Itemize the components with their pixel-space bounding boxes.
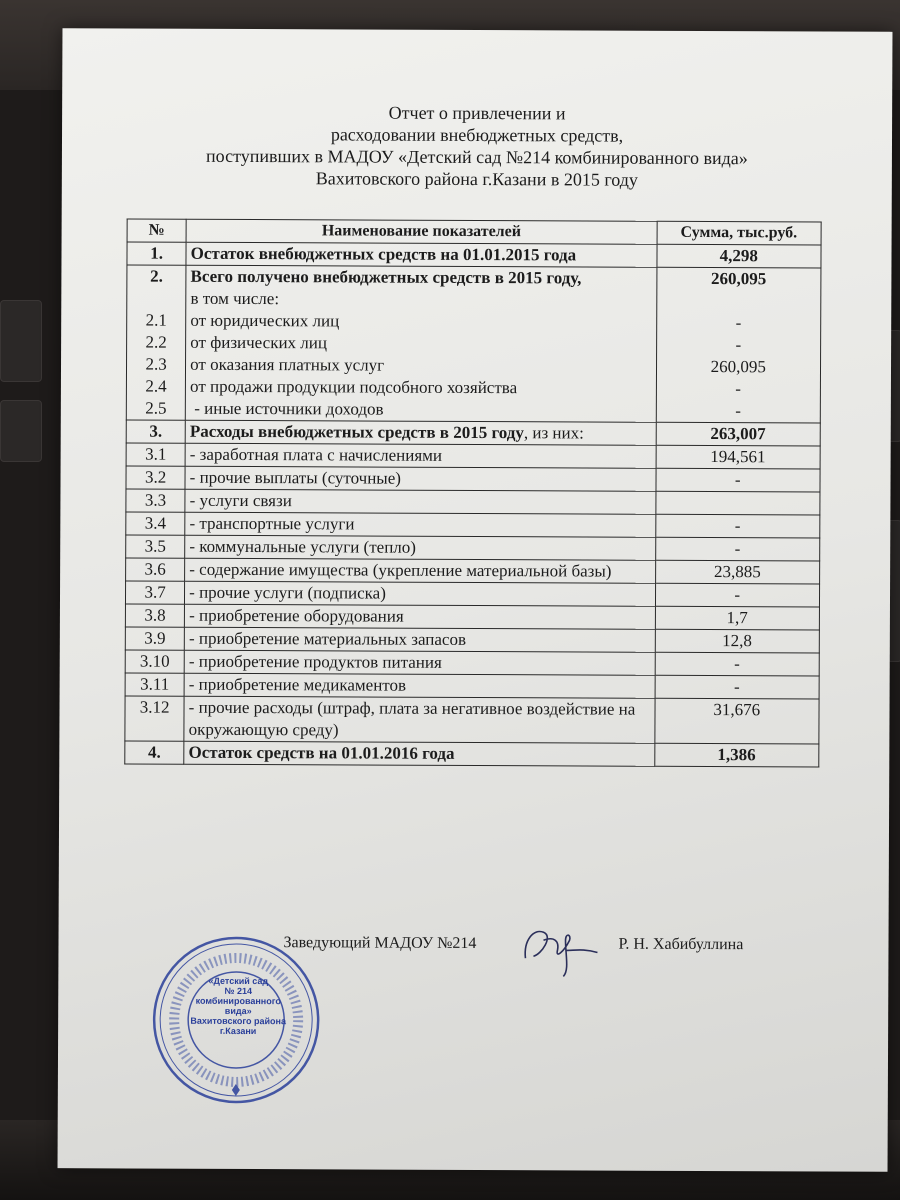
row-num: 4. bbox=[125, 741, 184, 764]
row-name: от оказания платных услуг bbox=[190, 354, 385, 375]
row-name: - прочие выплаты (суточные) bbox=[185, 466, 655, 491]
spacer bbox=[661, 290, 817, 313]
header-num: № bbox=[127, 219, 186, 242]
row-sum: 260,095 bbox=[710, 357, 766, 377]
keyboard-key bbox=[0, 300, 42, 382]
row-name: , из них: bbox=[523, 423, 584, 443]
row-name: Всего получено внебюджетных средств в 2015 году, bbox=[190, 266, 582, 288]
keyboard-key bbox=[0, 400, 42, 462]
signature-name: Р. Н. Хабибуллина bbox=[618, 935, 744, 954]
row-name-group bbox=[185, 265, 656, 422]
row-num: 3.6 bbox=[126, 558, 185, 581]
row-name: - заработная плата с начислениями bbox=[185, 443, 655, 468]
row-sum: 263,007 bbox=[656, 422, 821, 446]
row-sum: - bbox=[655, 583, 820, 607]
table-row bbox=[126, 489, 820, 515]
row-num: 3.11 bbox=[125, 673, 184, 696]
row-name: Остаток внебюджетных средств на 01.01.2015 года bbox=[186, 242, 656, 267]
row-sum: - bbox=[735, 401, 741, 421]
table-row bbox=[126, 558, 820, 584]
row-name: - содержание имущества (укрепление материальной базы) bbox=[185, 558, 655, 583]
row-sum bbox=[655, 491, 820, 515]
row-sum: 1,7 bbox=[655, 606, 820, 630]
row-name: - коммунальные услуги (тепло) bbox=[185, 535, 655, 560]
table-row bbox=[126, 512, 820, 538]
table-row bbox=[126, 443, 820, 469]
table-header-row bbox=[127, 219, 821, 245]
row-sum: - bbox=[655, 468, 820, 492]
row-name: - транспортные услуги bbox=[185, 512, 655, 537]
table-row bbox=[126, 265, 821, 423]
row-num: 3.2 bbox=[126, 466, 185, 489]
table-row bbox=[125, 604, 819, 630]
row-num: 3.8 bbox=[125, 604, 184, 627]
table-row bbox=[125, 581, 819, 607]
row-sum: - bbox=[735, 335, 742, 355]
table-row bbox=[125, 627, 819, 653]
row-sum: - bbox=[655, 537, 820, 561]
row-name: от физических лиц bbox=[190, 332, 328, 353]
title-line: Вахитовского района г.Казани в 2015 году bbox=[315, 168, 638, 190]
stamp-line: «Детский сад bbox=[208, 975, 269, 987]
row-name-group bbox=[185, 420, 655, 445]
row-name: Расходы внебюджетных средств в 2015 году bbox=[189, 421, 524, 443]
table-row bbox=[127, 242, 821, 268]
row-name: - прочие услуги (подписка) bbox=[185, 581, 655, 606]
row-name: - приобретение продуктов питания bbox=[184, 650, 654, 675]
row-num: 2. bbox=[150, 266, 163, 286]
table-row bbox=[125, 650, 819, 676]
row-sum: 1,386 bbox=[654, 743, 819, 767]
row-sum: - bbox=[655, 675, 820, 699]
stamp-line: № 214 bbox=[224, 985, 253, 997]
header-sum: Сумма, тыс.руб. bbox=[657, 221, 822, 245]
stamp-line: Вахитовского района bbox=[190, 1015, 286, 1027]
row-sum: 4,298 bbox=[656, 244, 821, 268]
row-num: 3.5 bbox=[126, 535, 185, 558]
table-row bbox=[126, 535, 820, 561]
spacer bbox=[131, 287, 181, 309]
row-sum: 194,561 bbox=[656, 445, 821, 469]
row-num: 3.9 bbox=[125, 627, 184, 650]
row-sum-group bbox=[656, 267, 821, 423]
row-sum: - bbox=[655, 514, 820, 538]
stamp-line: г.Казани bbox=[219, 1025, 257, 1037]
row-name: - иные источники доходов bbox=[189, 398, 384, 419]
title-line: поступивших в МАДОУ «Детский сад №214 комбинированного вида» bbox=[206, 145, 748, 169]
row-num: 3.10 bbox=[125, 650, 184, 673]
signature-position: Заведующий МАДОУ №214 bbox=[283, 934, 477, 953]
row-num: 2.4 bbox=[145, 376, 167, 396]
row-num: 3.3 bbox=[126, 489, 185, 512]
table-row bbox=[125, 696, 819, 744]
row-name: - услуги связи bbox=[185, 489, 655, 514]
row-name: - прочие расходы (штраф, плата за негативное воздействие на окружающую среду) bbox=[184, 696, 655, 743]
handwritten-signature bbox=[513, 910, 603, 980]
table-row bbox=[126, 466, 820, 492]
row-name: - приобретение медикаментов bbox=[184, 673, 654, 698]
row-num: 2.1 bbox=[145, 310, 167, 330]
row-name: от продажи продукции подсобного хозяйства bbox=[190, 376, 518, 398]
row-sum: 12,8 bbox=[655, 629, 820, 653]
row-num-group bbox=[126, 265, 186, 420]
expense-rows bbox=[125, 443, 820, 744]
row-name: Остаток средств на 01.01.2016 года bbox=[184, 741, 654, 766]
row-num: 3.12 bbox=[125, 696, 184, 741]
document-title bbox=[62, 100, 892, 192]
table-row bbox=[125, 673, 819, 699]
row-sum: - bbox=[735, 313, 742, 333]
stamp-center-text bbox=[183, 976, 293, 1036]
row-sum: - bbox=[655, 652, 820, 676]
stamp-line: вида» bbox=[224, 1005, 252, 1017]
row-num: 3.7 bbox=[125, 581, 184, 604]
row-num: 3. bbox=[126, 420, 185, 443]
report-table bbox=[124, 218, 821, 767]
row-num: 3.4 bbox=[126, 512, 185, 535]
title-line: расходовании внебюджетных средств, bbox=[330, 124, 624, 146]
row-num: 1. bbox=[127, 242, 186, 265]
row-sum: - bbox=[735, 379, 742, 399]
document-sheet bbox=[58, 28, 893, 1172]
table-row bbox=[125, 741, 819, 767]
row-num: 2.3 bbox=[145, 354, 167, 374]
header-name: Наименование показателей bbox=[186, 219, 656, 244]
title-line: Отчет о привлечении и bbox=[388, 102, 566, 124]
row-name: в том числе: bbox=[190, 288, 280, 309]
row-num: 3.1 bbox=[126, 443, 185, 466]
stamp-line: комбинированного bbox=[195, 995, 281, 1007]
row-sum: 23,885 bbox=[655, 560, 820, 584]
row-sum: 31,676 bbox=[654, 698, 819, 744]
row-name: - приобретение материальных запасов bbox=[184, 627, 654, 652]
row-name: - приобретение оборудования bbox=[185, 604, 655, 629]
row-sum: 260,095 bbox=[710, 269, 767, 289]
row-num: 2.2 bbox=[145, 332, 167, 352]
table-row bbox=[126, 420, 820, 446]
row-name: от юридических лиц bbox=[190, 310, 340, 331]
row-num: 2.5 bbox=[145, 398, 167, 418]
